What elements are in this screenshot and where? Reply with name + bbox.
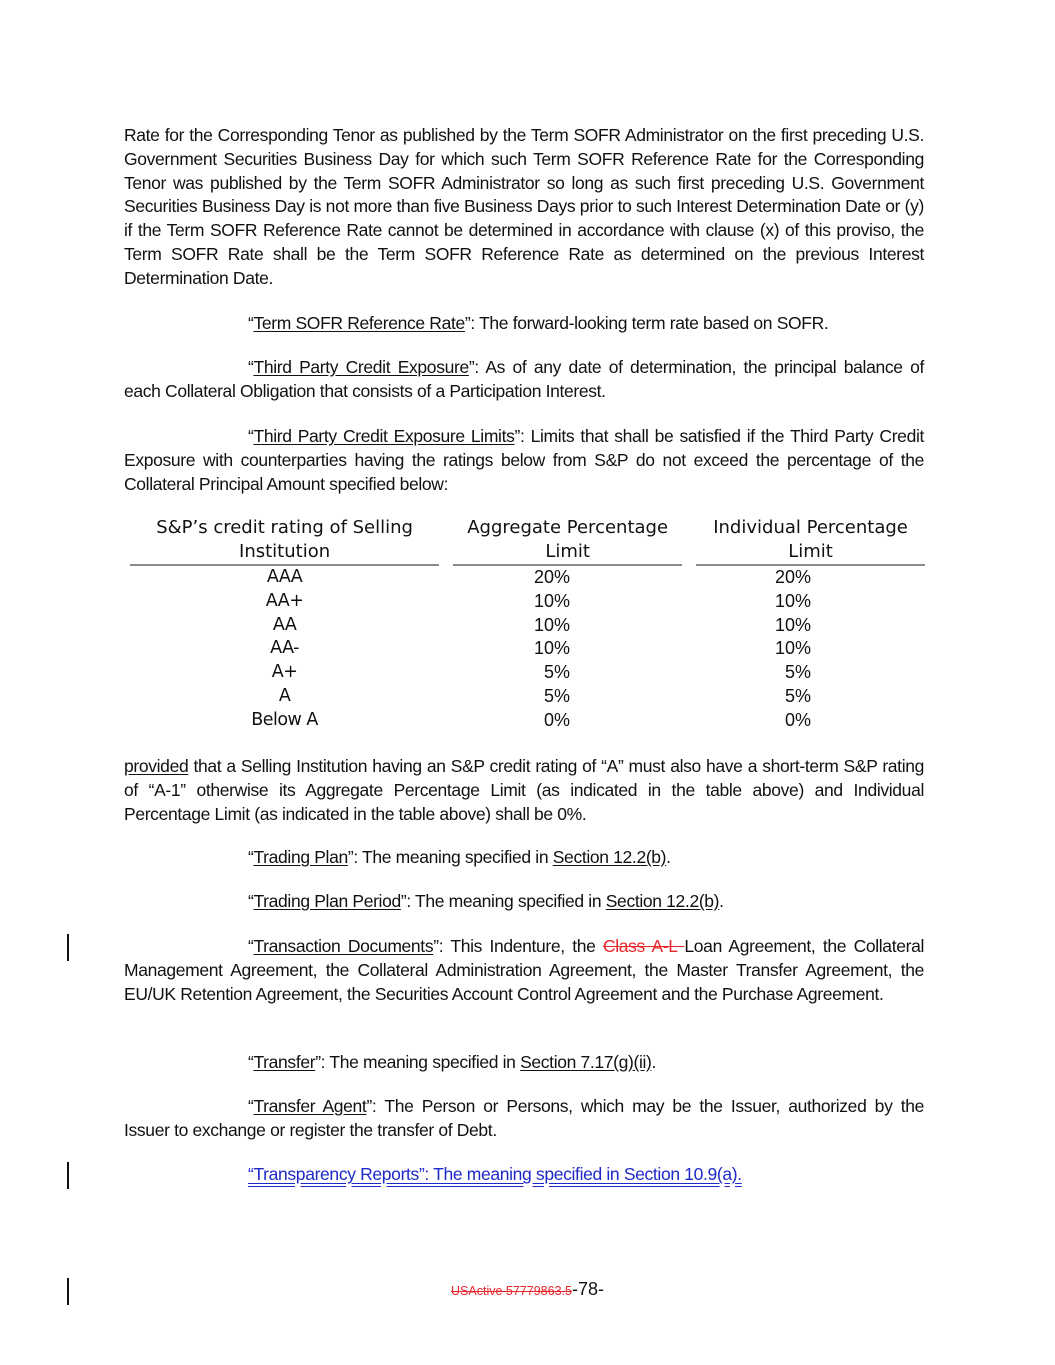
- column-gap: [682, 614, 696, 638]
- defined-term: Transfer Agent: [253, 1096, 367, 1116]
- aggregate-cell: [453, 614, 682, 638]
- aggregate-value: 5%: [544, 662, 571, 683]
- individual-value: 10%: [774, 590, 811, 611]
- close-quote: ”:: [464, 313, 475, 333]
- definition-transparency-reports-inserted: [124, 1163, 924, 1187]
- definition-text: The forward-looking term rate based on SOFR.: [474, 313, 829, 333]
- definition-trading-plan-period: [124, 890, 924, 914]
- aggregate-cell: [453, 685, 682, 709]
- paragraph-term-sofr-rate-continuation: Rate for the Corresponding Tenor as published by the Term SOFR Administrator on the first preceding U.S. Government Securities Business Day for which such Term SOFR Reference Rate for the Corresponding Tenor was published by the Term SOFR Administrator so long as such first preceding U.S. Government Securities Business Day is not more than five Business Days prior to such Interest Determination Date or (y) if the Term SOFR Reference Rate cannot be determined in accordance with clause (x) of this proviso, the Term SOFR Rate shall be the Term SOFR Reference Rate as determined on the previous Interest Determination Date.: [124, 125, 924, 288]
- open-quote: “: [248, 936, 254, 956]
- definition-third-party-credit-exposure: [124, 356, 924, 404]
- defined-term: Third Party Credit Exposure: [253, 357, 469, 377]
- section-reference-link[interactable]: Section 7.17(g)(ii): [520, 1052, 652, 1072]
- open-quote: “: [248, 1052, 254, 1072]
- individual-value: 5%: [784, 662, 811, 683]
- table-row: [130, 637, 925, 661]
- column-gap: [682, 709, 696, 733]
- rating-cell: A: [278, 685, 291, 706]
- rating-cell: AA+: [265, 590, 304, 611]
- definition-term-sofr-reference-rate: [124, 312, 924, 336]
- individual-cell: [696, 637, 925, 661]
- period: .: [651, 1052, 657, 1072]
- aggregate-cell: [453, 661, 682, 685]
- column-gap: [439, 637, 453, 661]
- definition-text: As of any date of determination, the principal balance of each Collateral Obligation that consists of a Participation Interest.: [124, 357, 924, 401]
- open-quote: “: [248, 1096, 254, 1116]
- period: .: [666, 847, 671, 867]
- column-gap: [439, 566, 453, 590]
- column-gap: [682, 516, 696, 566]
- aggregate-value: 0%: [544, 709, 571, 730]
- close-quote: ”:: [400, 891, 411, 911]
- close-quote: ”:: [366, 1096, 377, 1116]
- individual-cell: [696, 590, 925, 614]
- aggregate-cell: [453, 566, 682, 590]
- provided-lead: provided: [124, 756, 189, 776]
- aggregate-value: 10%: [534, 614, 571, 635]
- aggregate-value: 20%: [534, 567, 571, 587]
- deleted-text: Class A-L: [602, 936, 685, 956]
- inserted-text: “Transparency Reports”: The meaning specified in Section 10.9(a).: [248, 1164, 742, 1184]
- individual-cell: [696, 685, 925, 709]
- column-gap: [439, 661, 453, 685]
- column-gap: [439, 685, 453, 709]
- open-quote: “: [248, 357, 254, 377]
- rating-cell: AA: [272, 614, 297, 635]
- aggregate-cell: [453, 590, 682, 614]
- table-row: [130, 566, 925, 590]
- definition-text: This Indenture, the: [443, 936, 603, 956]
- column-gap: [682, 590, 696, 614]
- definition-third-party-credit-exposure-limits: [124, 425, 924, 496]
- open-quote: “: [248, 847, 254, 867]
- table-row: [130, 685, 925, 709]
- section-reference-link[interactable]: Section 12.2(b): [552, 847, 667, 867]
- table-header-row: [130, 516, 925, 566]
- defined-term: Trading Plan Period: [253, 891, 401, 911]
- header-rating: S&P’s credit rating of Selling Institution: [130, 516, 439, 566]
- section-reference-link[interactable]: Section 12.2(b): [605, 891, 720, 911]
- provided-paragraph: [124, 755, 924, 826]
- open-quote: “: [248, 426, 254, 446]
- change-bar-marker: [67, 934, 69, 961]
- open-quote: “: [248, 313, 254, 333]
- individual-cell: [696, 614, 925, 638]
- rating-cell: AAA: [266, 567, 303, 587]
- individual-cell: [696, 566, 925, 590]
- page-footer: [0, 1279, 1055, 1300]
- close-quote: ”:: [468, 357, 479, 377]
- aggregate-cell: [453, 637, 682, 661]
- definition-text: The Person or Persons, which may be the Issuer, authorized by the Issuer to exchange or register the transfer of Debt.: [124, 1096, 924, 1140]
- individual-value: 20%: [774, 567, 811, 587]
- column-gap: [682, 661, 696, 685]
- aggregate-value: 5%: [544, 685, 571, 706]
- column-gap: [682, 566, 696, 590]
- definition-text: The meaning specified in: [410, 891, 606, 911]
- change-bar-marker: [67, 1162, 69, 1189]
- definition-text: The meaning specified in: [325, 1052, 521, 1072]
- column-gap: [439, 590, 453, 614]
- definition-transfer-agent: [124, 1095, 924, 1143]
- page-number: -78-: [571, 1279, 604, 1299]
- defined-term: Trading Plan: [253, 847, 348, 867]
- aggregate-value: 10%: [534, 638, 571, 659]
- close-quote: ”:: [433, 936, 444, 956]
- definition-text: The meaning specified in: [357, 847, 553, 867]
- definition-transfer: [124, 1051, 924, 1075]
- individual-cell: [696, 709, 925, 733]
- individual-value: 0%: [784, 709, 811, 730]
- column-gap: [682, 637, 696, 661]
- definition-text: Limits that shall be satisfied if the Third Party Credit Exposure with counterparties having the ratings below from S&P do not exceed the percentage of the Collateral Principal Amount specified below:: [124, 426, 925, 494]
- rating-cell: A+: [271, 662, 298, 683]
- individual-value: 10%: [774, 614, 811, 635]
- header-aggregate-limit: Aggregate Percentage Limit: [453, 516, 682, 566]
- deleted-doc-id: USActive 57779863.5: [451, 1284, 572, 1298]
- table-row: [130, 661, 925, 685]
- rating-cell: Below A: [251, 709, 318, 730]
- defined-term: Transaction Documents: [253, 936, 434, 956]
- header-individual-limit: Individual Percentage Limit: [696, 516, 925, 566]
- table-row: [130, 614, 925, 638]
- aggregate-value: 10%: [534, 590, 571, 611]
- credit-exposure-limits-table: [130, 516, 925, 733]
- table-row: [130, 590, 925, 614]
- close-quote: ”:: [315, 1052, 326, 1072]
- close-quote: ”:: [514, 426, 525, 446]
- column-gap: [439, 516, 453, 566]
- close-quote: ”:: [347, 847, 358, 867]
- definition-transaction-documents: [124, 935, 924, 1006]
- individual-cell: [696, 661, 925, 685]
- column-gap: [682, 685, 696, 709]
- definition-trading-plan: [124, 846, 924, 870]
- period: .: [719, 891, 724, 911]
- provided-text: that a Selling Institution having an S&P credit rating of “A” must also have a short-term S&P rating of “A-1” otherwise its Aggregate Percentage Limit (as indicated in the table above) and Individual Percentage Limit (as indicated in the table above) shall be 0%.: [124, 756, 924, 824]
- open-quote: “: [248, 891, 254, 911]
- defined-term: Term SOFR Reference Rate: [253, 313, 465, 333]
- individual-value: 10%: [774, 638, 811, 659]
- column-gap: [439, 709, 453, 733]
- defined-term: Third Party Credit Exposure Limits: [253, 426, 515, 446]
- individual-value: 5%: [784, 685, 811, 706]
- aggregate-cell: [453, 709, 682, 733]
- table-row: [130, 709, 925, 733]
- column-gap: [439, 614, 453, 638]
- definition-text-continued: Loan Agreement, the Collateral Management Agreement, the Collateral Administration Agreement, the Master Transfer Agreement, the EU/UK Retention Agreement, the Securities Account Control Agreement and the Purchase Agreement.: [124, 936, 924, 1004]
- rating-cell: AA-: [270, 638, 300, 659]
- defined-term: Transfer: [253, 1052, 316, 1072]
